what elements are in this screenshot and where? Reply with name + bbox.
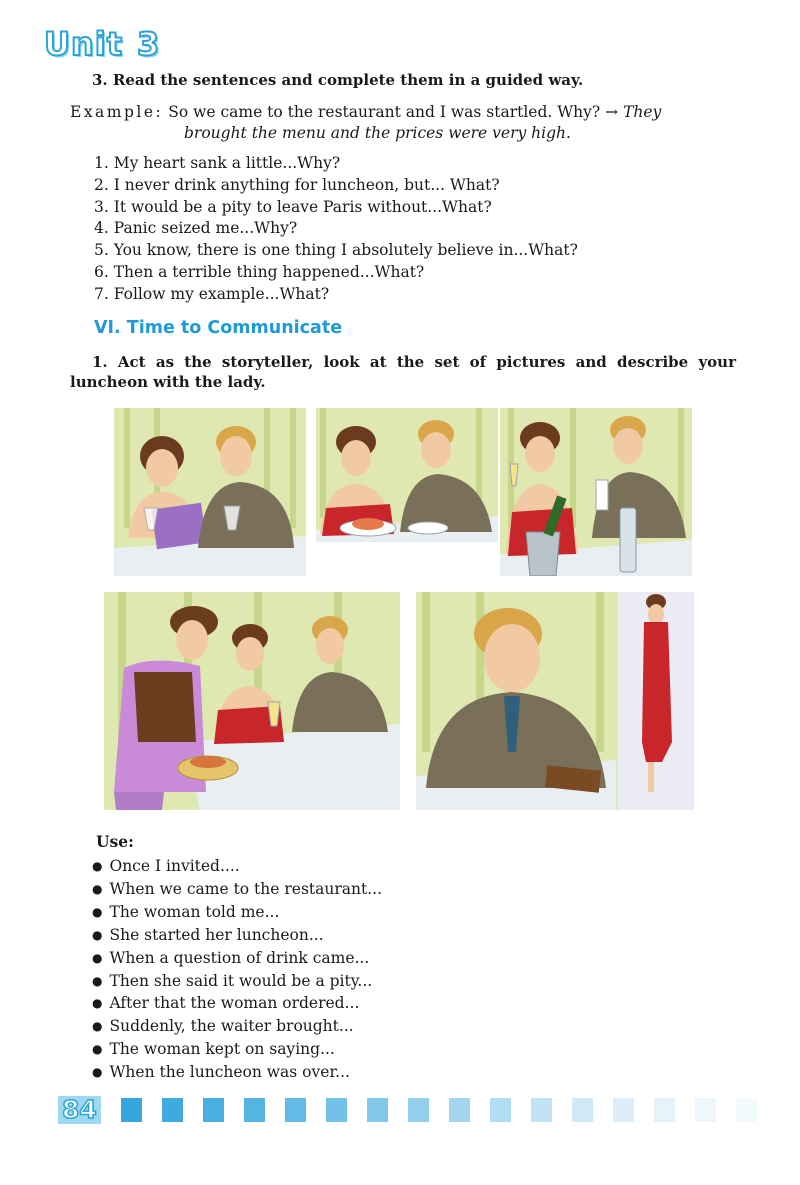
list-item: 4. Panic seized me...Why? xyxy=(94,219,298,238)
list-item: ● When the luncheon was over... xyxy=(92,1062,382,1085)
unit-badge xyxy=(44,26,160,62)
footer-bar xyxy=(58,1096,757,1124)
decor-square xyxy=(572,1098,593,1122)
list-item: 7. Follow my example...What? xyxy=(94,284,330,303)
decor-square xyxy=(121,1098,142,1122)
illustration-menu xyxy=(114,408,306,576)
example-block xyxy=(70,102,750,144)
decor-square xyxy=(285,1098,306,1122)
question-list xyxy=(94,153,578,306)
example-text: So we came to the restaurant and I was startled. Why? → xyxy=(168,103,624,121)
use-list xyxy=(92,856,382,1085)
decor-square xyxy=(654,1098,675,1122)
decor-square xyxy=(490,1098,511,1122)
illustration-bill xyxy=(416,592,694,810)
decor-square xyxy=(367,1098,388,1122)
page-number: 84 xyxy=(58,1096,101,1124)
list-item: ● Then she said it would be a pity... xyxy=(92,971,382,994)
example-answer-start: They xyxy=(623,103,662,121)
list-item: 2. I never drink anything for luncheon, but... What? xyxy=(94,175,500,194)
decor-square xyxy=(613,1098,634,1122)
decor-square xyxy=(449,1098,470,1122)
list-item: ● She started her luncheon... xyxy=(92,925,382,948)
section-title: VI. Time to Communicate xyxy=(94,318,343,338)
unit-word: Unit xyxy=(44,25,124,63)
illustration-eating xyxy=(316,408,498,542)
list-item: ● When a question of drink came... xyxy=(92,948,382,971)
unit-number: 3 xyxy=(137,25,161,63)
decor-square xyxy=(736,1098,757,1122)
list-item: 5. You know, there is one thing I absolutely believe in...What? xyxy=(94,241,578,260)
decor-square xyxy=(162,1098,183,1122)
list-item: ● After that the woman ordered... xyxy=(92,993,382,1016)
list-item: ● The woman kept on saying... xyxy=(92,1039,382,1062)
use-label: Use: xyxy=(96,832,134,851)
list-item: 6. Then a terrible thing happened...What? xyxy=(94,262,425,281)
illustration-waiter xyxy=(104,592,400,810)
list-item: ● The woman told me... xyxy=(92,902,382,925)
example-answer-rest: brought the menu and the prices were very high. xyxy=(184,124,571,142)
decor-square xyxy=(244,1098,265,1122)
example-label: Example: xyxy=(70,103,164,121)
decor-square xyxy=(408,1098,429,1122)
decor-square xyxy=(326,1098,347,1122)
list-item: 1. My heart sank a little...Why? xyxy=(94,154,341,172)
list-item: 3. It would be a pity to leave Paris without...What? xyxy=(94,197,492,216)
decor-square xyxy=(695,1098,716,1122)
list-item: ● Once I invited.... xyxy=(92,856,382,879)
decor-square xyxy=(203,1098,224,1122)
decor-square xyxy=(531,1098,552,1122)
illustration-champagne xyxy=(500,408,692,576)
list-item: ● When we came to the restaurant... xyxy=(92,879,382,902)
list-item: ● Suddenly, the waiter brought... xyxy=(92,1016,382,1039)
task-instruction: 1. Act as the storyteller, look at the set of pictures and describe your luncheon with the lady. xyxy=(70,353,736,391)
exercise-title: 3. Read the sentences and complete them in a guided way. xyxy=(92,71,584,89)
